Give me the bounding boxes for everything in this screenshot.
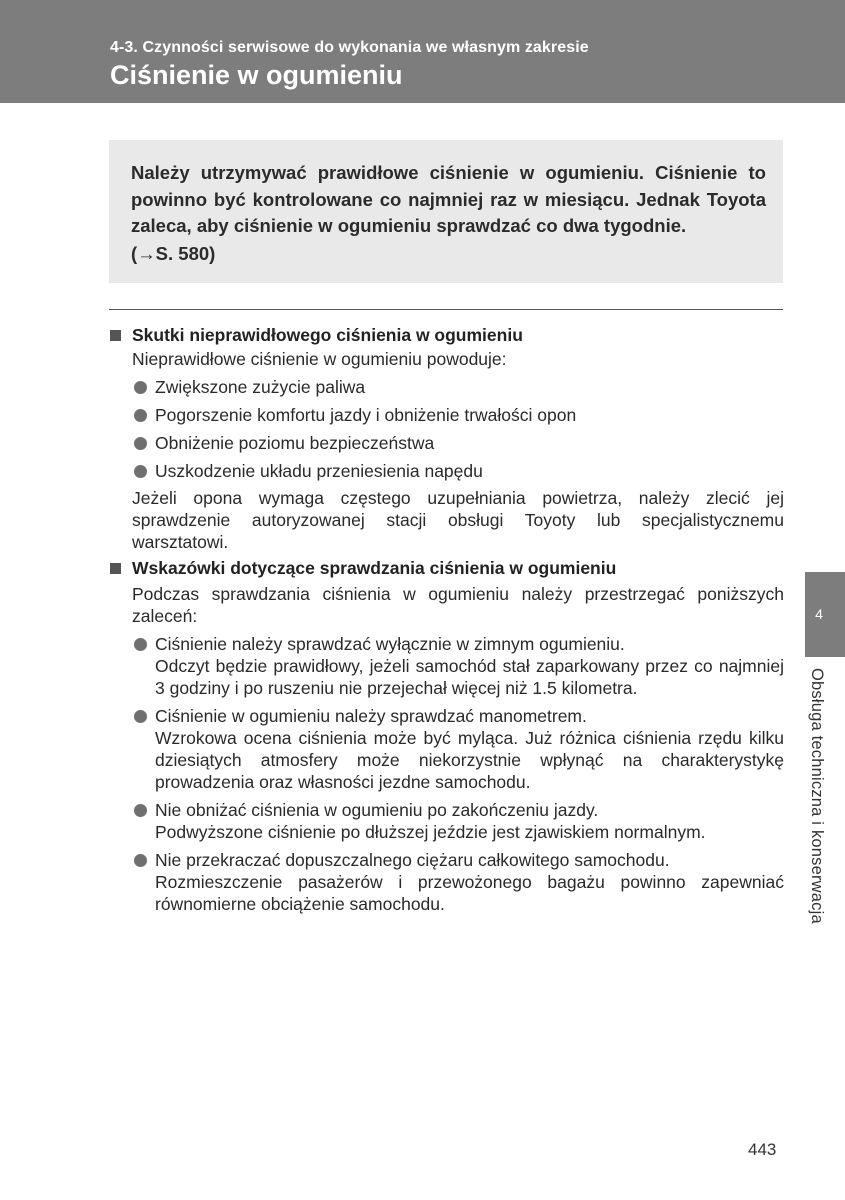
intro-text: Należy utrzymywać prawidłowe ciśnienie w ogumieniu. Ciśnienie to powinno być kontrolowane co najmniej raz w miesiącu. Jednak Toyota zaleca, aby ciśnienie w ogumieniu sprawdzać co dwa tygodnie.: [131, 162, 766, 236]
square-bullet-icon: [110, 330, 121, 341]
section-heading-tips: [110, 555, 784, 581]
circle-bullet-icon: [134, 854, 147, 867]
divider: [109, 309, 783, 310]
list-item: Nie obniżać ciśnienia w ogumieniu po zakończeniu jazdy. Podwyższone ciśnienie po dłuższej jeździe jest zjawiskiem normalnym.: [132, 799, 784, 843]
section-breadcrumb: 4-3. Czynności serwisowe do wykonania we własnym zakresie: [110, 39, 589, 56]
page-title: Ciśnienie w ogumieniu: [110, 60, 403, 90]
list-item: Obniżenie poziomu bezpieczeństwa: [132, 432, 784, 454]
chapter-number: 4: [815, 606, 823, 622]
list-item: Uszkodzenie układu przeniesienia napędu: [132, 460, 784, 482]
circle-bullet-icon: [134, 465, 147, 478]
page-number: 443: [748, 1140, 777, 1159]
chapter-label: Obsługa techniczna i konserwacja: [808, 668, 826, 924]
section-heading-text: Wskazówki dotyczące sprawdzania ciśnienia w ogumieniu: [132, 557, 617, 578]
main-content: [110, 322, 784, 915]
list-item: Nie przekraczać dopuszczalnego ciężaru całkowitego samochodu. Rozmieszczenie pasażerów i przewożonego bagażu powinno zapewniać równomierne obciążenie samochodu.: [132, 849, 784, 915]
section-heading-text: Skutki nieprawidłowego ciśnienia w ogumieniu: [132, 324, 523, 345]
circle-bullet-icon: [134, 638, 147, 651]
list-item: Ciśnienie należy sprawdzać wyłącznie w zimnym ogumieniu. Odczyt będzie prawidłowy, jeżeli samochód stał zaparkowany przez co najmniej 3 godziny i po ruszeniu nie przejechał więcej niż 1.5 kilometra.: [132, 633, 784, 699]
page-header: [0, 0, 845, 103]
section-lead: Podczas sprawdzania ciśnienia w ogumieniu należy przestrzegać poniższych zaleceń:: [132, 584, 784, 626]
section-lead: Nieprawidłowe ciśnienie w ogumieniu powoduje:: [132, 349, 507, 369]
page-reference-link[interactable]: (→S. 580): [131, 243, 216, 264]
section-note: Jeżeli opona wymaga częstego uzupełniania powietrza, należy zlecić jej sprawdzenie autoryzowanej stacji obsługi Toyoty lub specjalistycznemu warsztatowi.: [132, 488, 784, 552]
chapter-tab[interactable]: [805, 572, 845, 657]
circle-bullet-icon: [134, 381, 147, 394]
list-item: Ciśnienie w ogumieniu należy sprawdzać manometrem. Wzrokowa ocena ciśnienia może być myląca. Już różnica ciśnienia rzędu kilku dziesiątych atmosfery może niekorzystnie wpłynąć na charakterystykę prowadzenia oraz własności jezdne samochodu.: [132, 705, 784, 793]
circle-bullet-icon: [134, 409, 147, 422]
section-heading-effects: [110, 322, 784, 348]
square-bullet-icon: [110, 563, 121, 574]
circle-bullet-icon: [134, 804, 147, 817]
intro-box: [109, 140, 783, 283]
circle-bullet-icon: [134, 437, 147, 450]
list-item: Pogorszenie komfortu jazdy i obniżenie trwałości opon: [132, 404, 784, 426]
circle-bullet-icon: [134, 710, 147, 723]
list-item: Zwiększone zużycie paliwa: [132, 376, 784, 398]
